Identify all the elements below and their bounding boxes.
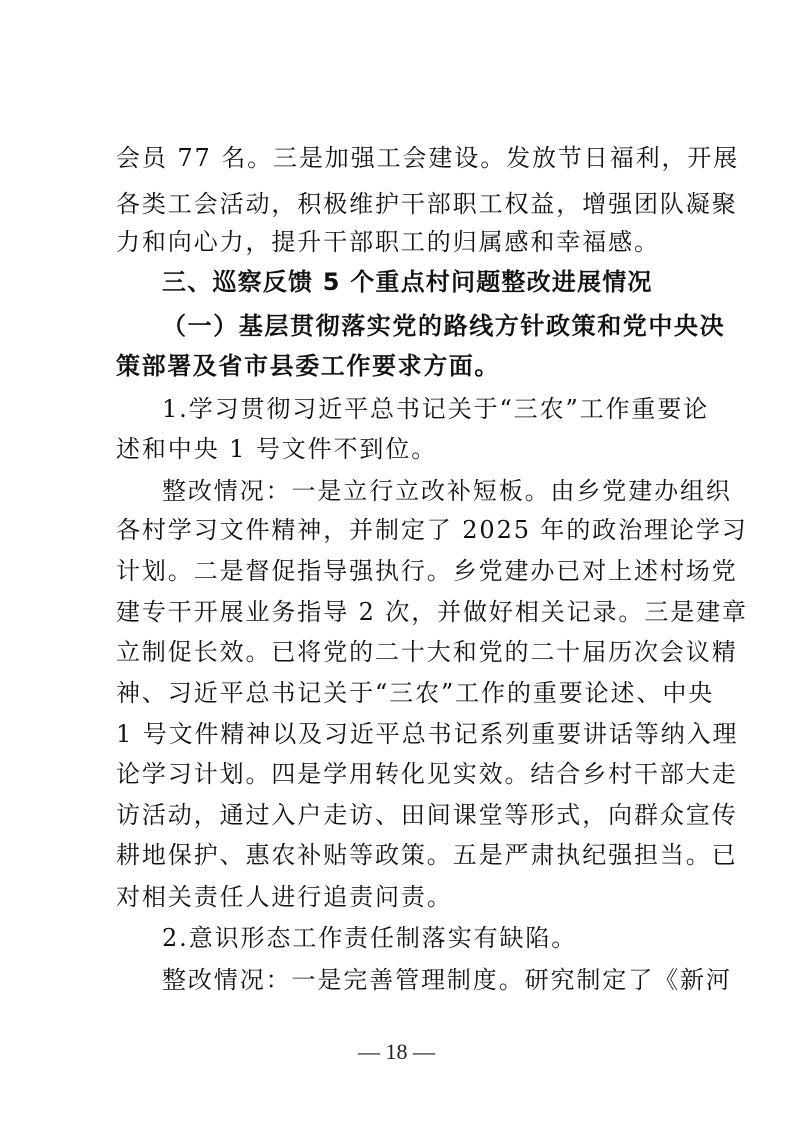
body-line: 1 号文件精神以及习近平总书记系列重要讲话等纳入理 — [116, 720, 739, 748]
body-line: 对相关责任人进行追责问责。 — [116, 883, 453, 911]
body-line: 计划。二是督促指导强执行。乡党建办已对上述村场党 — [116, 557, 738, 585]
body-line: 整改情况：一是完善管理制度。研究制定了《新河 — [162, 966, 732, 994]
body-line: 建专干开展业务指导 2 次，并做好相关记录。三是建章 — [116, 598, 748, 626]
body-line: 立制促长效。已将党的二十大和党的二十届历次会议精 — [116, 638, 738, 666]
body-line: 会员 77 名。三是加强工会建设。发放节日福利，开展 — [116, 144, 740, 172]
body-line: 神、习近平总书记关于“三农”工作的重要论述、中央 — [116, 679, 715, 707]
body-line: 耕地保护、惠农补贴等政策。五是严肃执纪强担当。已 — [116, 841, 738, 869]
body-line: 各村学习文件精神，并制定了 2025 年的政治理论学习 — [116, 516, 748, 544]
item-title: 2.意识形态工作责任制落实有缺陷。 — [162, 924, 578, 952]
page-number: — 18 — — [358, 1039, 435, 1064]
subsection-heading-cont: 策部署及省市县委工作要求方面。 — [116, 351, 500, 380]
body-line: 论学习计划。四是学用转化见实效。结合乡村干部大走 — [116, 760, 738, 788]
subsection-heading: （一）基层贯彻落实党的路线方针政策和党中央决 — [162, 311, 726, 340]
body-line: 整改情况：一是立行立改补短板。由乡党建办组织 — [162, 477, 732, 505]
section-heading: 三、巡察反馈 5 个重点村问题整改进展情况 — [162, 268, 653, 296]
body-line: 访活动，通过入户走访、田间课堂等形式，向群众宣传 — [116, 801, 738, 829]
item-title-cont: 述和中央 1 号文件不到位。 — [116, 435, 438, 463]
body-line: 各类工会活动，积极维护干部职工权益，增强团队凝聚 — [116, 190, 738, 218]
body-line: 力和向心力，提升干部职工的归属感和幸福感。 — [116, 228, 660, 256]
item-title: 1.学习贯彻习近平总书记关于“三农”工作重要论 — [162, 395, 710, 423]
